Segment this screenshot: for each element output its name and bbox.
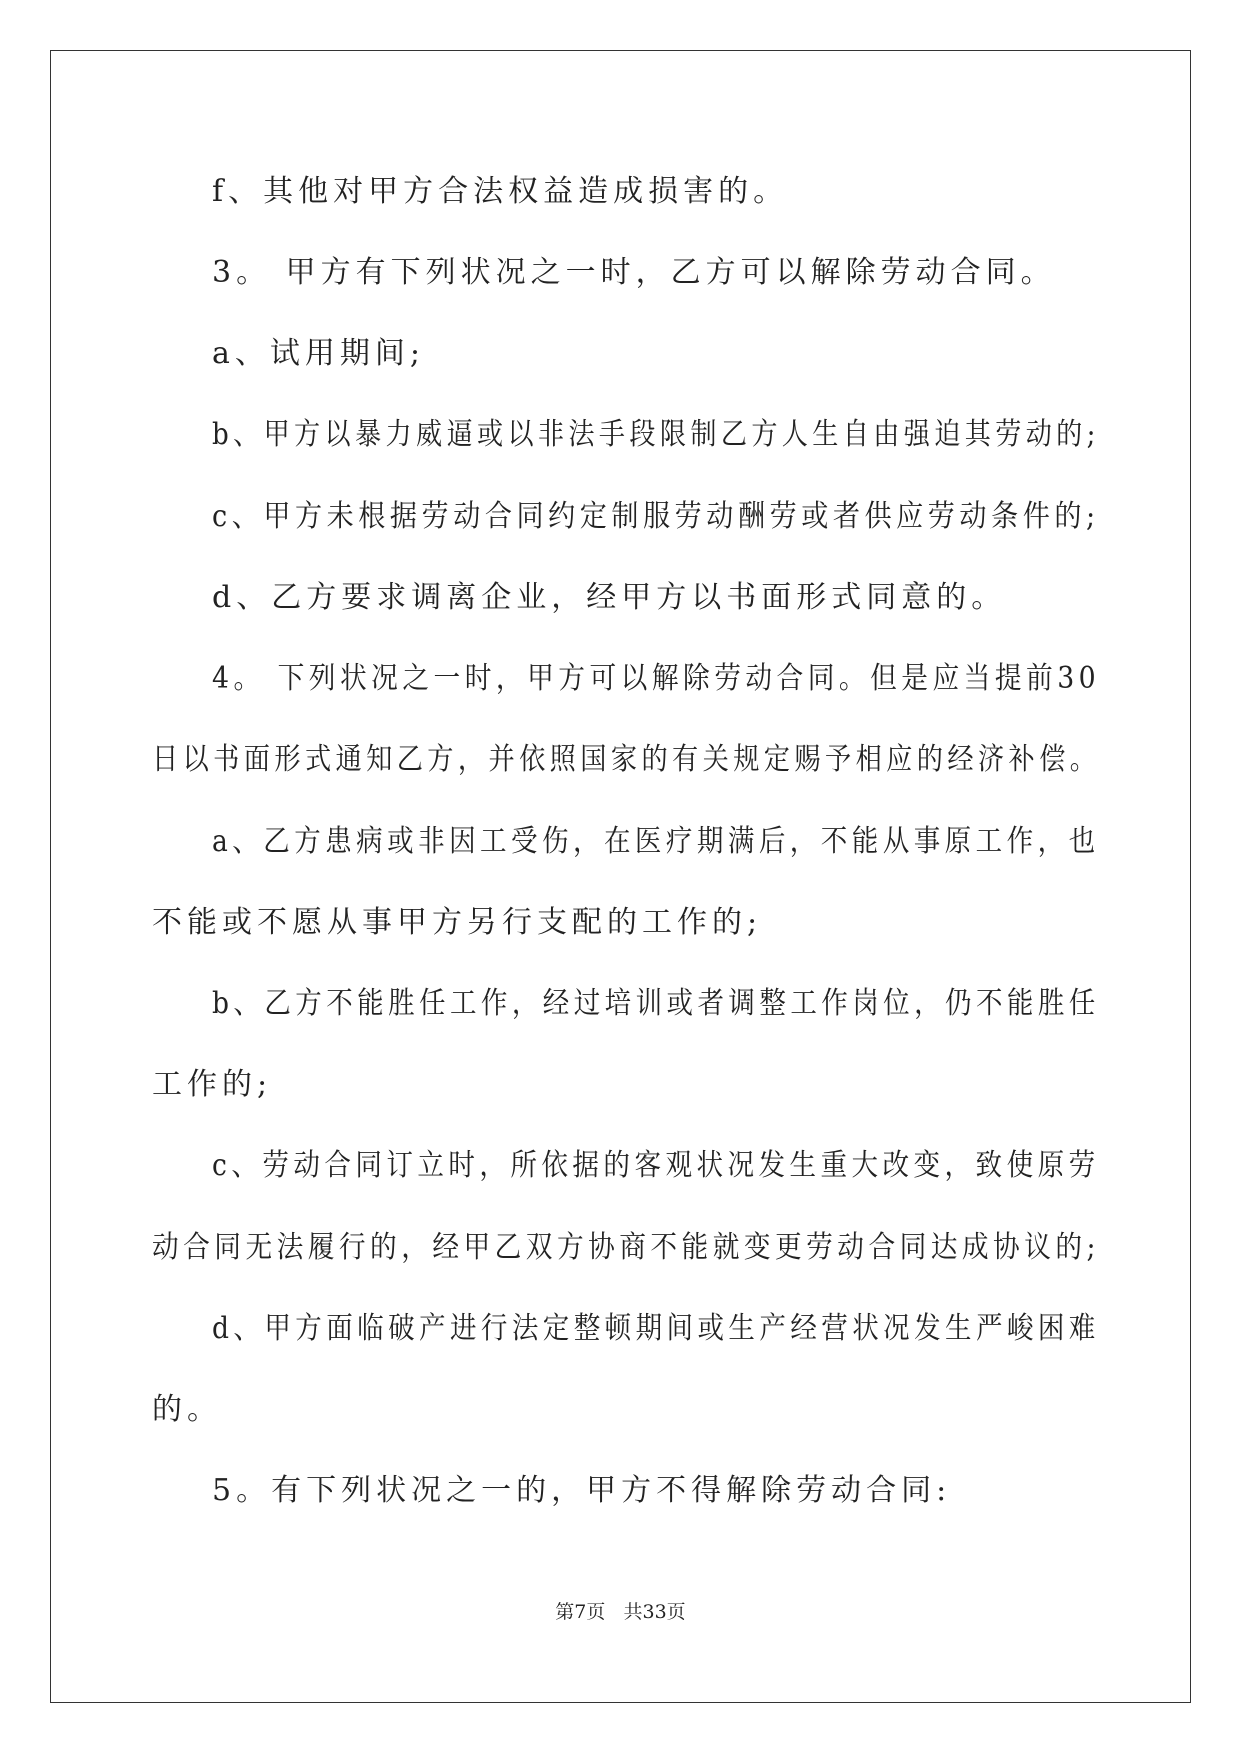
clause-line: 不能或不愿从事甲方另行支配的工作的; (152, 905, 763, 940)
clause-line: a、乙方患病或非因工受伤，在医疗期满后，不能从事原工作，也 (212, 824, 1100, 859)
clause-line: a、试用期间; (212, 336, 425, 371)
page-number-footer: 第7页 共33页 (555, 1601, 686, 1623)
clause-line: 5。有下列状况之一的，甲方不得解除劳动合同: (212, 1473, 952, 1508)
clause-line: 工作的; (152, 1067, 273, 1102)
clause-line: 动合同无法履行的，经甲乙双方协商不能就变更劳动合同达成协议的; (152, 1230, 1100, 1265)
clause-line: 3。 甲方有下列状况之一时，乙方可以解除劳动合同。 (212, 255, 1056, 290)
clause-line: 4。 下列状况之一时，甲方可以解除劳动合同。但是应当提前30 (212, 661, 1101, 696)
clause-line: d、乙方要求调离企业，经甲方以书面形式同意的。 (212, 580, 1007, 615)
clause-line: 的。 (152, 1392, 222, 1427)
clause-line: d、甲方面临破产进行法定整顿期间或生产经营状况发生严峻困难 (212, 1311, 1100, 1346)
clause-line: f、其他对甲方合法权益造成损害的。 (212, 174, 789, 209)
clause-line: b、乙方不能胜任工作，经过培训或者调整工作岗位，仍不能胜任 (212, 986, 1100, 1021)
clause-line: c、劳动合同订立时，所依据的客观状况发生重大改变，致使原劳 (212, 1148, 1100, 1183)
clause-line: b、甲方以暴力威逼或以非法手段限制乙方人生自由强迫其劳动的; (212, 417, 1100, 452)
page-border (50, 50, 1191, 1703)
clause-line: 日以书面形式通知乙方，并依照国家的有关规定赐予相应的经济补偿。 (152, 742, 1101, 777)
clause-line: c、甲方未根据劳动合同约定制服劳动酬劳或者供应劳动条件的; (212, 499, 1100, 534)
